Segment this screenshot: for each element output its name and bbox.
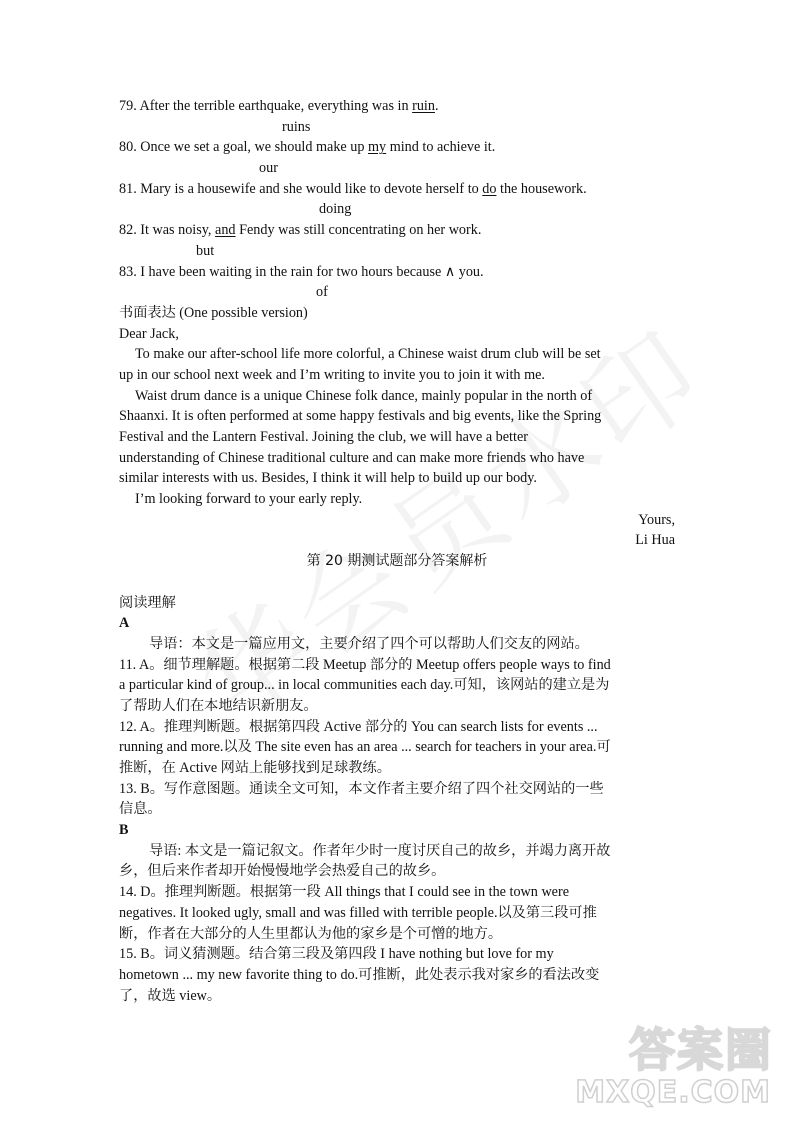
correction-sentence [119, 137, 675, 158]
letter-p2-line: understanding of Chinese traditional culture and can make more friends who have [119, 449, 585, 466]
correction-sentence [119, 179, 675, 200]
sentence-text: mind to achieve it. [386, 139, 496, 156]
part-b-intro-line: 导语: 本文是一篇记叙文。作者年少时一度讨厌自己的故乡，并竭力离开故 [149, 842, 611, 859]
sentence-text: the housework. [496, 180, 587, 197]
sentence-text: 79. After the terrible earthquake, everything was in [119, 98, 413, 114]
correction-line [119, 158, 675, 179]
spacer [119, 572, 675, 593]
answer-11-line: 11. A。细节理解题。根据第二段 Meetup 部分的 Meetup offers people ways to find [119, 656, 611, 673]
logo-url: MXQE.COM [575, 1075, 771, 1110]
answer-13-line: 信息。 [119, 801, 162, 818]
error-word: ruin [412, 98, 435, 114]
error-word: my [368, 139, 387, 156]
logo-title: 答案圈 [629, 1023, 773, 1077]
answer-11-line: a particular kind of group... in local communities each day.可知，该网站的建立是为 [119, 677, 610, 694]
correction-word: our [259, 160, 278, 177]
answer-13-line: 13. B。写作意图题。通读全文可知，本文作者主要介绍了四个社交网站的一些 [119, 780, 604, 797]
error-word: and [215, 222, 236, 239]
sentence-text: 82. It was noisy, [119, 222, 216, 239]
correction-sentence [119, 96, 675, 117]
correction-word: ruins [282, 118, 311, 135]
error-word: do [482, 180, 497, 197]
answer-15-line: 了，故选 view。 [119, 987, 222, 1004]
letter-greeting: Dear Jack, [119, 325, 179, 342]
answer-14-line: 14. D。推理判断题。根据第一段 All things that I could see in the town were [119, 884, 570, 901]
correction-line [119, 282, 675, 303]
sentence-text: 80. Once we set a goal, we should make up [119, 139, 369, 156]
error-correction-section [119, 96, 675, 303]
letter-closing: Yours, [638, 511, 675, 528]
writing-heading: 书面表达 (One possible version) [119, 304, 308, 321]
correction-line [119, 199, 675, 220]
part-b-intro-line: 乡，但后来作者却开始慢慢地学会热爱自己的故乡。 [119, 863, 446, 880]
sentence-text: . [434, 98, 439, 114]
correction-line [119, 117, 675, 138]
answer-12-line: 推断，在 Active 网站上能够找到足球教练。 [119, 760, 391, 776]
correction-word: of [316, 284, 328, 301]
reading-heading: 阅读理解 [119, 594, 176, 611]
answer-14-line: 断，作者在大部分的人生里都认为他的家乡是个可憎的地方。 [119, 925, 503, 942]
answer-11-line: 了帮助人们在本地结识新朋友。 [119, 697, 318, 714]
part-a-intro: 导语：本文是一篇应用文，主要介绍了四个可以帮助人们交友的网站。 [149, 635, 589, 652]
sentence-text: 81. Mary is a housewife and she would like to devote herself to [119, 180, 483, 197]
site-logo [575, 1006, 781, 1116]
document-page [119, 96, 675, 1006]
sentence-text: 83. I have been waiting in the rain for two hours because ∧ you. [119, 263, 484, 280]
letter-p3: I’m looking forward to your early reply. [135, 491, 363, 508]
answer-12-line: running and more.以及 The site even has an area ... search for teachers in your area.可 [119, 739, 611, 756]
answer-15-line: 15. B。词义猜测题。结合第三段及第四段 I have nothing but love for my [119, 946, 554, 963]
correction-sentence [119, 220, 675, 241]
letter-p2-line: similar interests with us. Besides, I think it will help to build up our body. [119, 470, 537, 487]
correction-line [119, 241, 675, 262]
answer-12-line: 12. A。推理判断题。根据第四段 Active 部分的 You can search lists for events ... [119, 718, 598, 735]
correction-sentence [119, 262, 675, 283]
letter-signature: Li Hua [635, 532, 675, 549]
letter-p2-line: Festival and the Lantern Festival. Joining the club, we will have a better [119, 429, 528, 445]
sentence-text: Fendy was still concentrating on her work. [235, 222, 482, 239]
correction-word: but [196, 242, 215, 259]
correction-word: doing [319, 201, 352, 218]
answer-14-line: negatives. It looked ugly, small and was filled with terrible people.以及第三段可推 [119, 904, 597, 921]
part-a-label: A [119, 615, 130, 632]
letter-p1-line: up in our school next week and I’m writing to invite you to join it with me. [119, 366, 545, 383]
answer-section-title: 第 20 期测试题部分答案解析 [306, 553, 488, 570]
letter-p1-line: To make our after-school life more colorful, a Chinese waist drum club will be set [135, 346, 601, 363]
part-b-label: B [119, 822, 129, 839]
letter-p2-line: Shaanxi. It is often performed at some happy festivals and big events, like the Spring [119, 408, 602, 425]
letter-p2-line: Waist drum dance is a unique Chinese folk dance, mainly popular in the north of [135, 387, 593, 404]
answer-15-line: hometown ... my new favorite thing to do.可推断，此处表示我对家乡的看法改变 [119, 966, 600, 983]
